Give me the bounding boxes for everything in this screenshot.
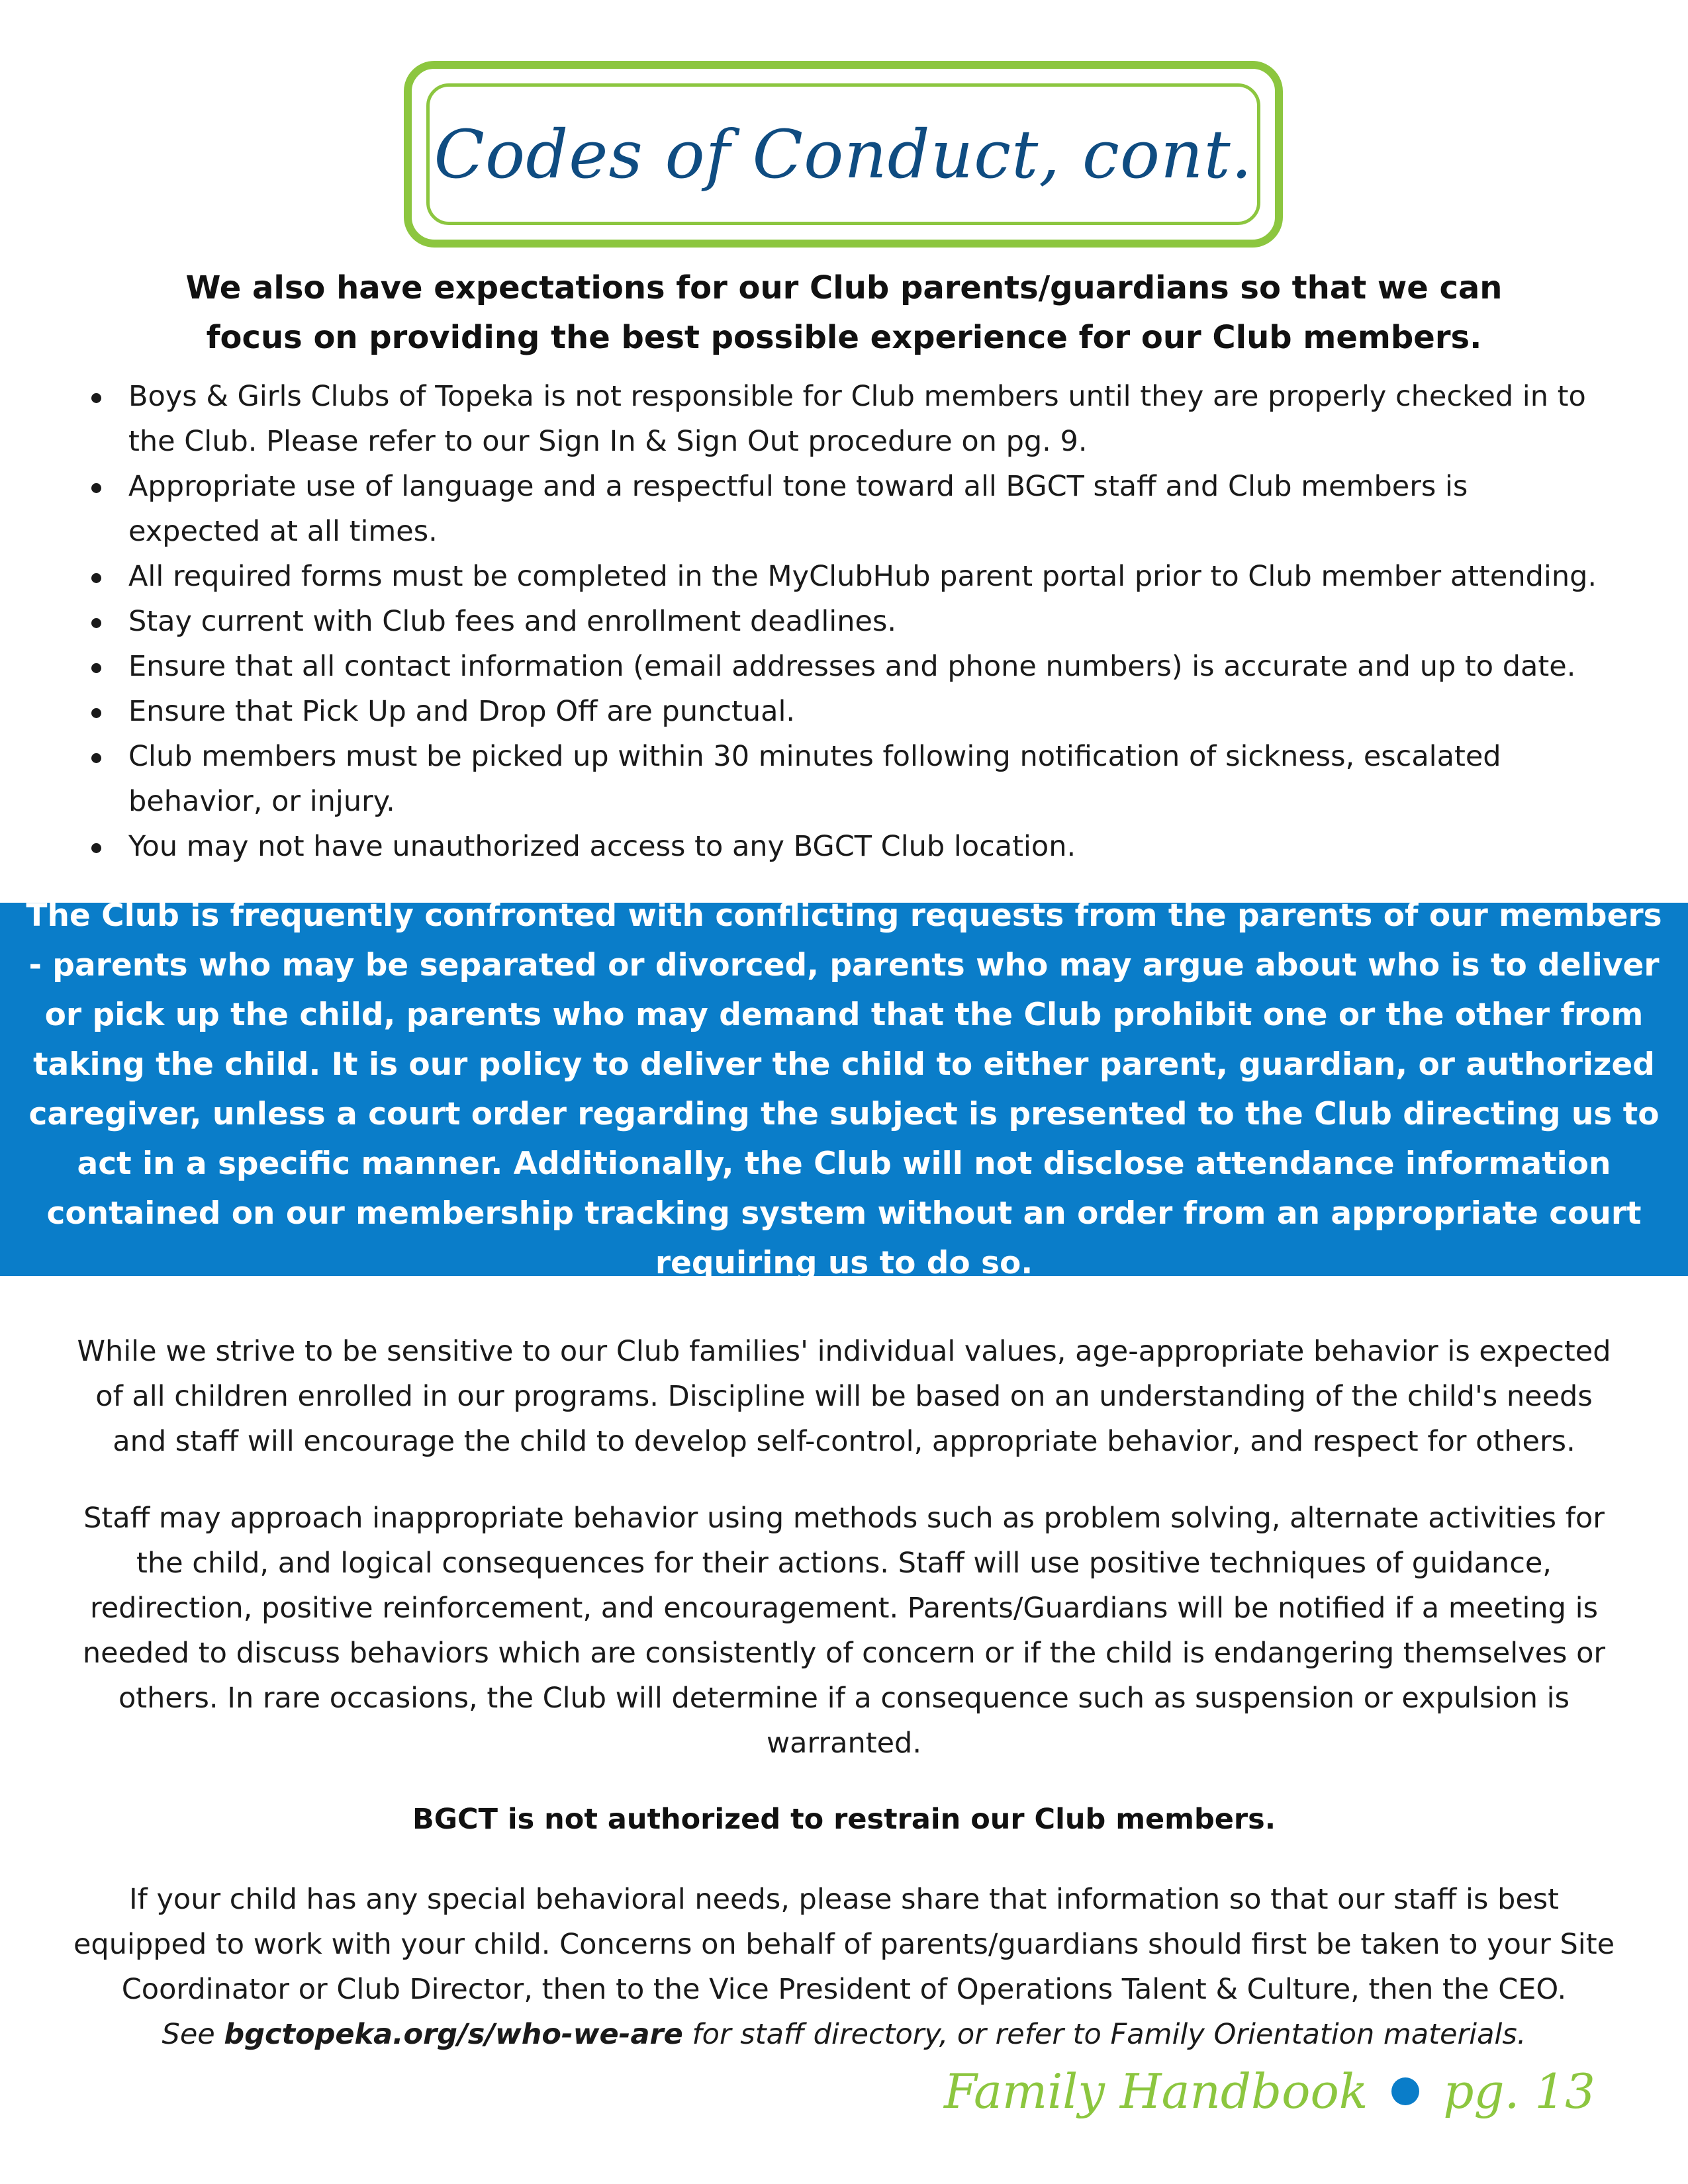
staff-directory-tail: for staff directory, or refer to Family Orientation materials. (692, 2018, 1526, 2051)
intro-line-2: focus on providing the best possible experience for our Club members. (206, 319, 1482, 356)
policy-banner-text: The Club is frequently confronted with conflicting requests from the parents of our members - parents who may be separated or divorced, parents who may argue about who is to deliver or pick up the child, parents who may demand that the Club prohibit one or the other from taking the child. It is our policy to deliver the child to either parent, guardian, or authorized caregiver, unless a court order regarding the subject is presented to the Club directing us to act in a specific manner. Additionally, the Club will not disclose attendance information contained on our membership tracking system without an order from an appropriate court requiring us to do so. (26, 897, 1662, 1281)
footer-dot-icon (1391, 2077, 1419, 2105)
list-item: Appropriate use of language and a respectful tone toward all BGCT staff and Club members is expected at all times. (86, 464, 1609, 554)
policy-banner (0, 897, 1688, 1281)
page-footer (944, 2058, 1595, 2124)
special-needs-text: If your child has any special behavioral needs, please share that information so that our staff is best equipped to work with your child. Concerns on behalf of parents/guardians should first be taken to your Site Coordinator or Club Director, then to the Vice President of Operations Talent & Culture, then the CEO. (73, 1883, 1615, 2006)
expectations-list (86, 374, 1609, 869)
list-item: Boys & Girls Clubs of Topeka is not responsible for Club members until they are properly checked in to the Club. Please refer to our Sign In & Sign Out procedure on pg. 9. (86, 374, 1609, 464)
staff-directory-link[interactable]: bgctopeka.org/s/who-we-are (224, 2018, 683, 2051)
list-item: All required forms must be completed in the MyClubHub parent portal prior to Club member attending. (86, 554, 1609, 599)
discipline-paragraph: Staff may approach inappropriate behavior using methods such as problem solving, alternate activities for the child, and logical consequences for their actions. Staff will use positive techniques of guidance, redirection, positive reinforcement, and encouragement. Parents/Guardians will be notified if a meeting is needed to discuss behaviors which are consistently of concern or if the child is endangering themselves or others. In rare occasions, the Club will determine if a consequence such as suspension or expulsion is warranted. (82, 1502, 1606, 1760)
special-needs-paragraph (66, 1877, 1622, 2057)
title-frame-inner (426, 83, 1260, 225)
list-item: You may not have unauthorized access to any BGCT Club location. (86, 824, 1609, 869)
list-item: Stay current with Club fees and enrollment deadlines. (86, 599, 1609, 644)
list-item: Ensure that Pick Up and Drop Off are punctual. (86, 689, 1609, 734)
footer-handbook-label: Family Handbook (943, 2064, 1368, 2119)
list-item: Ensure that all contact information (email addresses and phone numbers) is accurate and up to date. (86, 644, 1609, 689)
intro-heading (132, 263, 1556, 363)
page-title: Codes of Conduct, cont. (434, 115, 1253, 193)
see-text: See (162, 2018, 215, 2051)
footer-page-number: pg. 13 (1443, 2064, 1595, 2119)
restraint-notice: BGCT is not authorized to restrain our Club members. (412, 1803, 1276, 1836)
behavior-paragraph: While we strive to be sensitive to our Club families' individual values, age-appropriate behavior is expected of all children enrolled in our programs. Discipline will be based on an understanding of the child's needs and staff will encourage the child to develop self-control, appropriate behavior, and respect for others. (77, 1335, 1611, 1458)
intro-line-1: We also have expectations for our Club parents/guardians so that we can (185, 269, 1503, 306)
list-item: Club members must be picked up within 30 minutes following notification of sickness, escalated behavior, or injury. (86, 734, 1609, 824)
